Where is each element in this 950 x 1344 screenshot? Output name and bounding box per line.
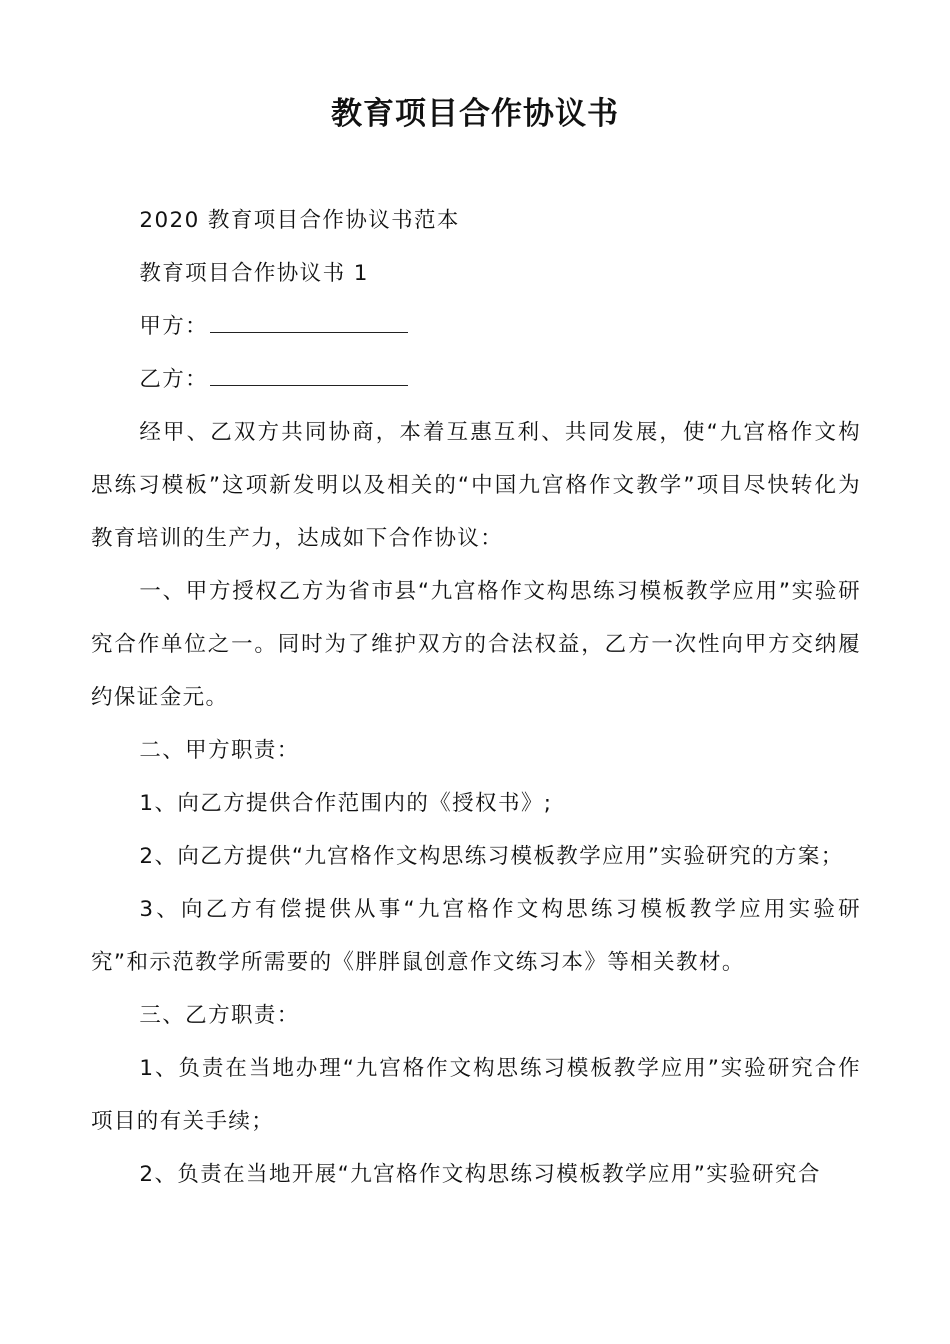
document-title: 教育项目合作协议书 <box>331 96 619 132</box>
party-a-label: 甲方： <box>139 314 209 339</box>
party-a-line <box>91 300 861 353</box>
clause-3-item-1: 1、负责在当地办理“九宫格作文构思练习模板教学应用”实验研究合作项目的有关手续； <box>91 1056 861 1134</box>
clause-2-item-3: 3、向乙方有偿提供从事“九宫格作文构思练习模板教学应用实验研究”和示范教学所需要的《胖胖鼠创意作文练习本》等相关教材。 <box>91 897 861 975</box>
clause-3-heading: 三、乙方职责： <box>139 1003 300 1028</box>
party-b-blank-underline <box>210 365 408 386</box>
document-body <box>91 194 861 1201</box>
agreement-heading: 教育项目合作协议书 1 <box>139 261 369 286</box>
party-a-blank-underline <box>210 312 408 333</box>
clause-3-item-2: 2、负责在当地开展“九宫格作文构思练习模板教学应用”实验研究合 <box>139 1162 821 1187</box>
party-b-label: 乙方： <box>139 367 209 392</box>
clause-2-item-1: 1、向乙方提供合作范围内的《授权书》; <box>139 791 553 816</box>
document-subtitle: 2020 教育项目合作协议书范本 <box>139 208 460 233</box>
clause-1-paragraph: 一、甲方授权乙方为省市县“九宫格作文构思练习模板教学应用”实验研究合作单位之一。同时为了维护双方的合法权益，乙方一次性向甲方交纳履约保证金元。 <box>91 579 861 710</box>
clause-2-item-2: 2、向乙方提供“九宫格作文构思练习模板教学应用”实验研究的方案； <box>139 844 844 869</box>
clause-2-heading: 二、甲方职责： <box>139 738 300 763</box>
party-b-line <box>91 353 861 406</box>
intro-paragraph: 经甲、乙双方共同协商，本着互惠互利、共同发展，使“九宫格作文构思练习模板”这项新发明以及相关的“中国九宫格作文教学”项目尽快转化为教育培训的生产力，达成如下合作协议： <box>91 420 861 551</box>
